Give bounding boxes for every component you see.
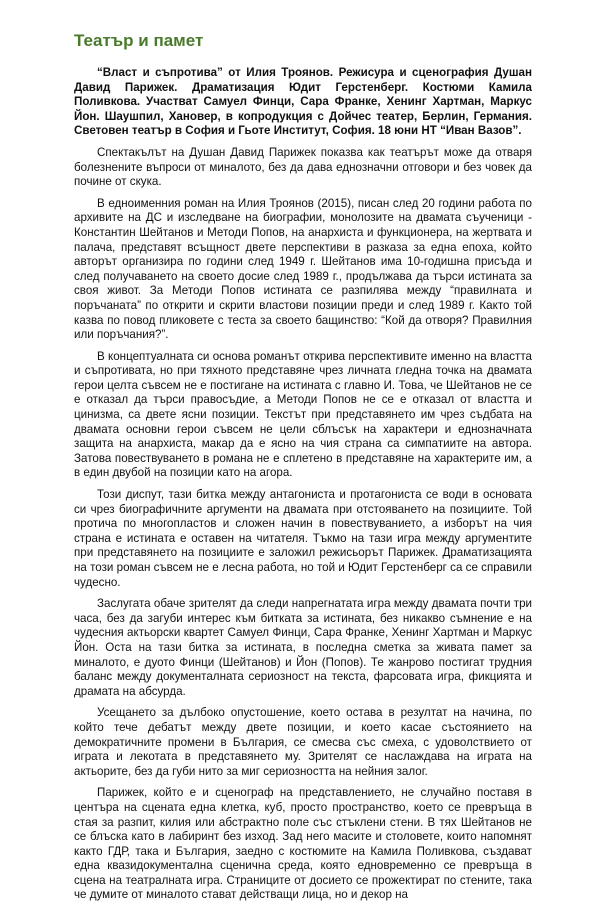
paragraph: Заслугата обаче зрителят да следи напрегнатата игра между двамата почти три часа, без да загуби интерес към битката за истината, без никакво съмнение е на чудесния актьорски квартет Самуел Финци, Сара Франке, Хенинг Хартман и Маркус Йон. Оста на тази битка за истината, в последна сметка за живата памет за миналото, е дуото Финци (Шейтанов) и Йон (Попов). Те жанрово постигат трудния баланс между документалната сериозност на текста, фарсовата игра, фикцията и драмата на абсурда. [74,597,532,698]
paragraph: Парижек, който е и сценограф на представлението, не случайно поставя в центъра на сцената една клетка, куб, просто пространство, което се превръща в стая за разпит, килия или абстрактно поле със стъклени стени. В тях Шейтанов не се блъска като в лабиринт без изход. Зад него масите и столовете, които напомнят както ГДР, така и България, заедно с костюмите на Камила Поливкова, създават една квазидокументална сценична среда, която едновременно се превръща в сцена на театралната игра. Страниците от досието се прожектират по стените, така че думите от миналото стават действащи лица, но и декор на [74,786,532,902]
document-page [74,30,532,910]
paragraph: Този диспут, тази битка между антагониста и протагониста се води в основата си чрез биографичните аргументи на двамата при отстояването на позициите. Той протича по многопластов и сложен начин в повествуванието, а изборът на чия страна е истината е оставен на читателя. Тъкмо на тази игра между аргументите при представянето на позициите е заложил режисьорът Парижек. Драматизацията на този роман съвсем не е лесна работа, но той и Юдит Герстенберг са се справили чудесно. [74,488,532,589]
paragraph: В концептуалната си основа романът открива перспективите именно на властта и съпротивата, но при тяхното представяне чрез личната гледна точка на двамата герои целта съвсем не е постигане на истината с главно И. Това, че Шейтанов не се е отказал да търси правосъдие, а Методи Попов не се е отказал от властта и цинизма, са двете ясни позиции. Текстът при представянето им чрез съдбата на двамата основни герои съвсем не цели сблъсък на характери и еднозначната защита на анархиста, макар да е ясно на чия страна са симпатиите на автора. Затова повествуването в романа не е сплетено в представяне на характерите им, а в един двубой на позиции като на агора. [74,349,532,480]
paragraph: Усещането за дълбоко опустошение, което остава в резултат на начина, по който тече дебатът между двете позиции, и което касае състоянието на демократичните промени в България, се смесва със смеха, с удоволствието от играта и лекотата в представянето му. Зрителят се наслаждава на играта на актьорите, без да губи нито за миг сериозността на нейния залог. [74,706,532,778]
article-lead: “Власт и съпротива” от Илия Троянов. Режисура и сценография Душан Давид Парижек. Драматизация Юдит Герстенберг. Костюми Камила Поливкова. Участват Самуел Финци, Сара Франке, Хенинг Хартман, Маркус Йон. Шаушпил, Хановер, в копродукция с Дойчес театер, Берлин, Германия. Световен театър в София и Гьоте Институт, София. 18 юни НТ “Иван Вазов”. [74,66,532,138]
paragraph: В едноименния роман на Илия Троянов (2015), писан след 20 години работа по архивите на ДС и изследване на биографии, монолозите на двамата съученици - Константин Шейтанов и Методи Попов, на анархиста и функционера, на жертвата и палача, представят всъщност двете перспективи в разказа за една епоха, който авторът организира по години след 1949 г. Шейтанов има 10-годишна присъда и след получаването на своето досие след 1989 г., продължава да търси истината за своя живот. За Методи Попов истината се разпилява между “правилната и поръчаната” по открити и скрити властови позиции преди и след 1989 г. Както той казва по повод пликовете с теста за своето бащинство: “Кой да отворя? Правилния или поръчания?”. [74,196,532,342]
article-title: Театър и памет [74,31,204,50]
paragraph: Спектакълът на Душан Давид Парижек показва как театърът може да отваря болезнените въпроси от миналото, без да дава еднозначни отговори и без човек да почине от скука. [74,145,532,189]
